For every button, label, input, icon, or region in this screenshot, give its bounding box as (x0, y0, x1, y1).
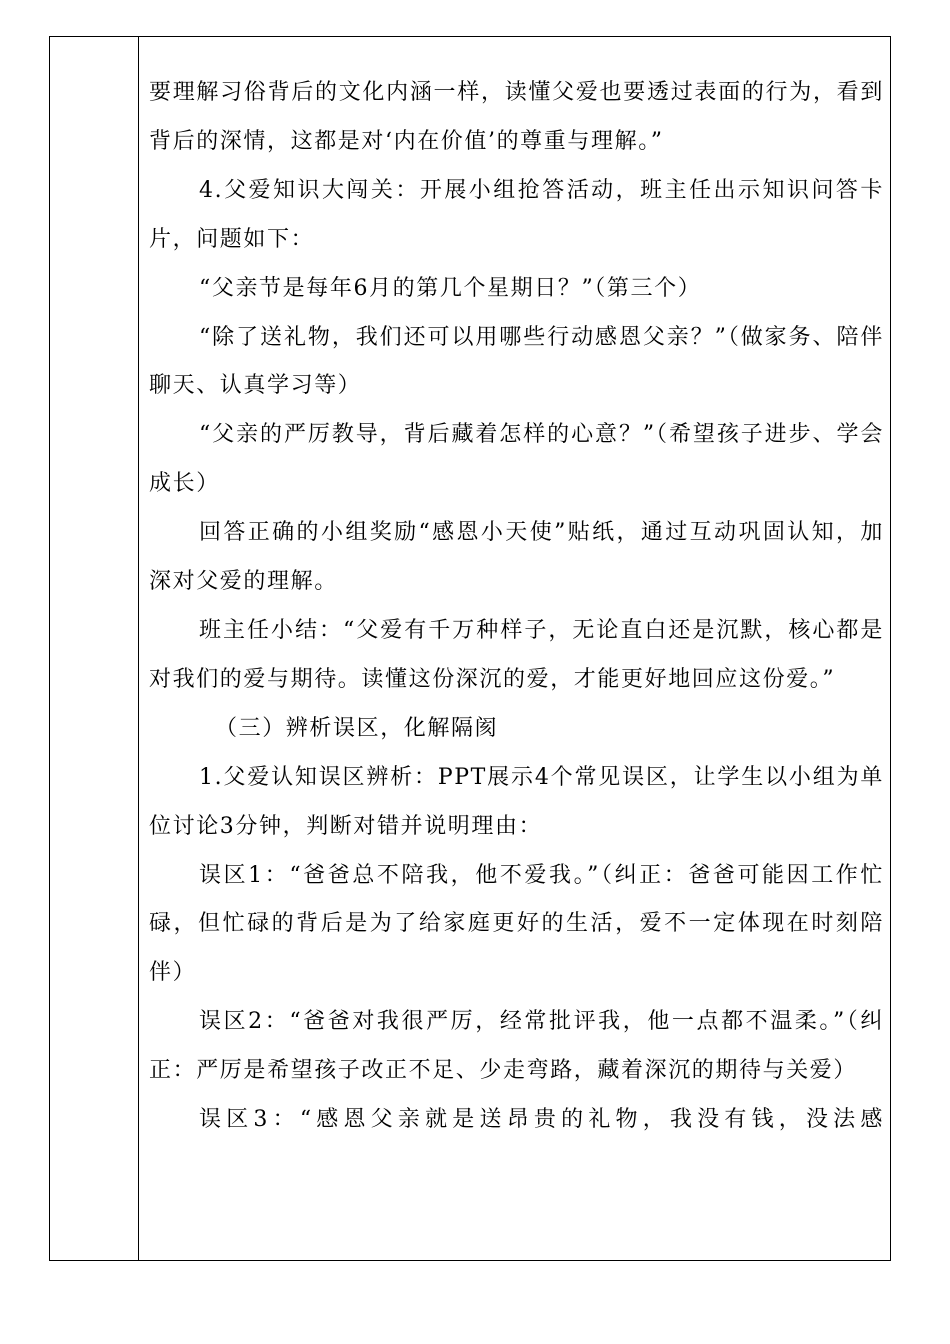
paragraph-11: 误区2：“爸爸对我很严厉，经常批评我，他一点都不温柔。”（纠正：严厉是希望孩子改正不足、少走弯路，藏着深沉的期待与关爱） (149, 1009, 884, 1084)
paragraph-5: “父亲的严厉教导，背后藏着怎样的心意？”（希望孩子进步、学会成长） (149, 422, 884, 497)
section-heading: （三）辨析误区，化解隔阂 (215, 715, 499, 741)
paragraph-3: “父亲节是每年6月的第几个星期日？”（第三个） (199, 275, 702, 301)
paragraph-6: 回答正确的小组奖励“感恩小天使”贴纸，通过互动巩固认知，加深对父爱的理解。 (149, 520, 884, 595)
table-content-cell (149, 69, 884, 1145)
paragraph-1: 要理解习俗背后的文化内涵一样，读懂父爱也要透过表面的行为，看到背后的深情，这都是对‘内在价值’的尊重与理解。” (149, 80, 884, 154)
paragraph-2: 4.父爱知识大闯关：开展小组抢答活动，班主任出示知识问答卡片，问题如下： (149, 177, 884, 252)
paragraph-9: 1.父爱认知误区辨析：PPT展示4个常见误区，让学生以小组为单位讨论3分钟，判断对错并说明理由： (149, 764, 884, 839)
table-left-cell (50, 37, 138, 1260)
paragraph-4: “除了送礼物，我们还可以用哪些行动感恩父亲？”（做家务、陪伴聊天、认真学习等） (149, 324, 884, 399)
table-column-divider (138, 37, 139, 1260)
paragraph-12: 误区3：“感恩父亲就是送昂贵的礼物，我没有钱，没法感 (199, 1107, 884, 1133)
paragraph-10: 误区1：“爸爸总不陪我，他不爱我。”（纠正：爸爸可能因工作忙碌，但忙碌的背后是为了给家庭更好的生活，爱不一定体现在时刻陪伴） (149, 862, 884, 986)
lesson-plan-table (49, 36, 891, 1261)
paragraph-7: 班主任小结：“父爱有千万种样子，无论直白还是沉默，核心都是对我们的爱与期待。读懂这份深沉的爱，才能更好地回应这份爱。” (149, 617, 884, 692)
